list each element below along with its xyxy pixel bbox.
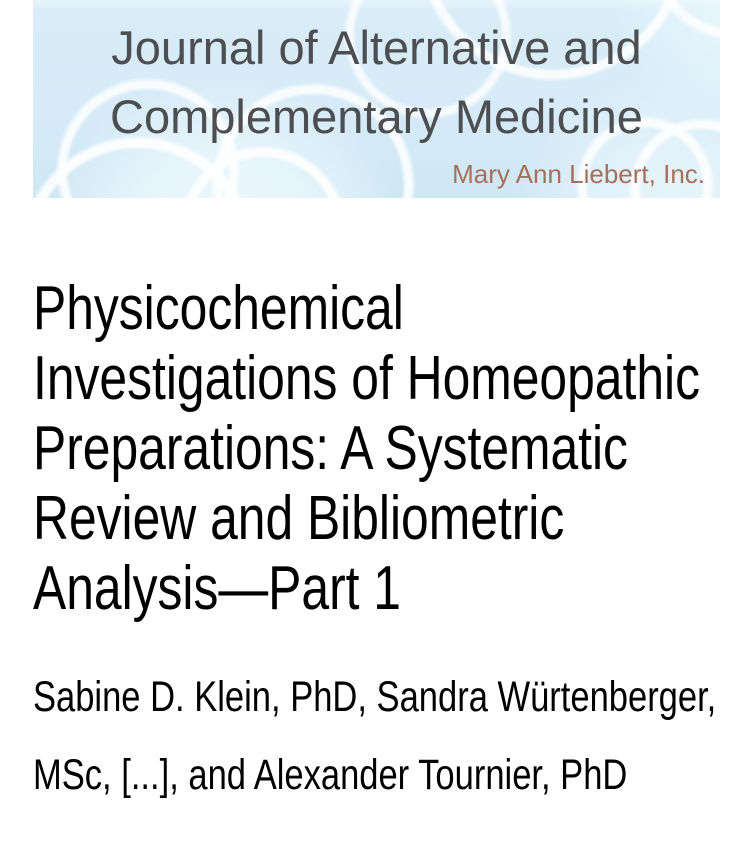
article-title-line-4: Review and Bibliometric	[33, 484, 565, 553]
article-title	[33, 274, 700, 624]
authors-line-1: Sabine D. Klein, PhD, Sandra Würtenberger,	[33, 673, 717, 721]
article-title-line-3: Preparations: A Systematic	[33, 414, 628, 483]
article-title-line-2: Investigations of Homeopathic	[33, 344, 700, 413]
journal-banner	[33, 0, 720, 198]
journal-name-line-1: Journal of Alternative and	[111, 21, 642, 74]
article-title-line-1: Physicochemical	[33, 274, 404, 343]
journal-name-line-2: Complementary Medicine	[110, 90, 643, 143]
article-authors	[33, 658, 716, 814]
authors-line-2: MSc, [...], and Alexander Tournier, PhD	[33, 751, 628, 799]
article-title-line-5: Analysis—Part 1	[33, 554, 401, 623]
journal-name	[33, 0, 720, 151]
publisher-name: Mary Ann Liebert, Inc.	[452, 159, 705, 189]
